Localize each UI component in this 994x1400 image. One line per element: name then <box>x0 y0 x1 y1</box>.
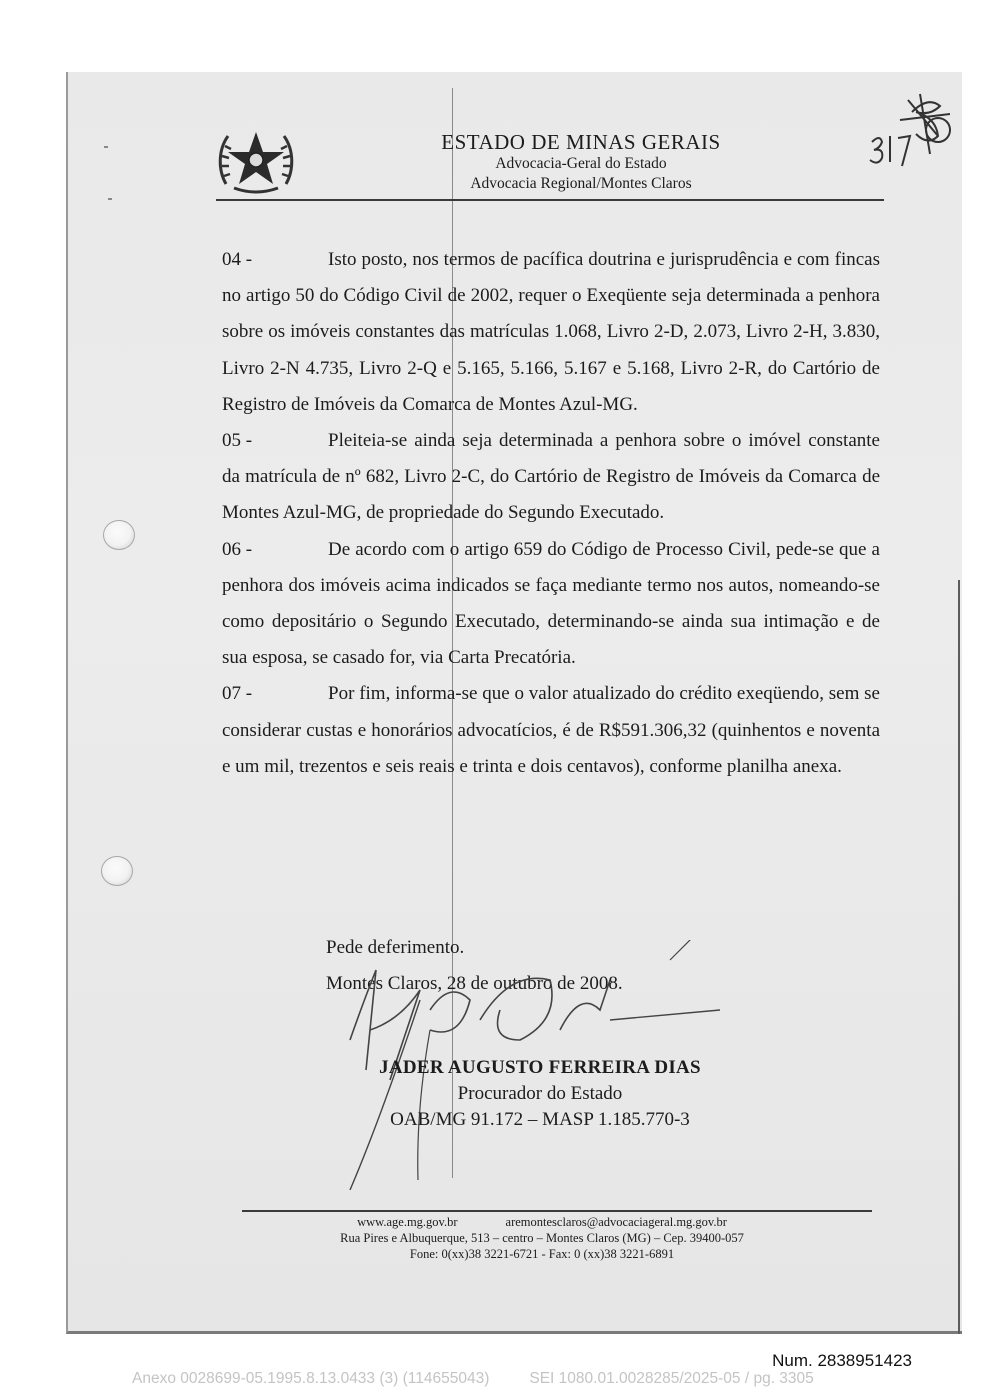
signer-registration: OAB/MG 91.172 – MASP 1.185.770-3 <box>390 1109 690 1130</box>
paragraph-05 <box>222 423 880 532</box>
paragraph-number: 04 - <box>222 249 253 270</box>
document-body <box>222 242 880 785</box>
header-divider <box>216 199 884 201</box>
footer-phone-fax: Fone: 0(xx)38 3221-6721 - Fax: 0 (xx)38 3221-6891 <box>409 1247 675 1261</box>
paragraph-text: Isto posto, nos termos de pacífica doutrina e jurisprudência e com fincas no artigo 50 do Código Civil de 2002, requer o Exeqüente seja determinada a penhora sobre os imóveis constantes das matrículas 1.068, Livro 2-D, 2.073, Livro 2-H, 3.830, Livro 2-N 4.735, Livro 2-Q e 5.165, 5.166, 5.167 e 5.168, Livro 2-R, do Cartório de Registro de Imóveis da Comarca de Montes Azul-MG. <box>222 249 880 415</box>
letterhead <box>216 124 884 202</box>
sei-reference <box>132 1370 814 1388</box>
paragraph-text: Por fim, informa-se que o valor atualizado do crédito exeqüendo, sem se considerar custas e honorários advocatícios, é de R$591.306,32 (quinhentos e noventa e um mil, trezentos e seis reais e trinta e dois centavos), conforme planilha anexa. <box>222 683 880 777</box>
paragraph-text: De acordo com o artigo 659 do Código de Processo Civil, pede-se que a penhora dos imóveis acima indicados se faça mediante termo nos autos, nomeando-se como depositário o Segundo Executado, determinando-se ainda sua intimação e de sua esposa, se casado for, via Carta Precatória. <box>222 538 880 669</box>
scan-speck <box>104 146 108 148</box>
signer-title: Procurador do Estado <box>457 1083 623 1104</box>
punch-hole-bottom <box>101 856 133 886</box>
paragraph-04 <box>222 242 880 423</box>
paragraph-number: 07 - <box>222 683 253 705</box>
signature-block <box>340 1055 740 1133</box>
signer-name: JADER AUGUSTO FERREIRA DIAS <box>379 1057 701 1078</box>
paragraph-06 <box>222 532 880 677</box>
footer-contact-line <box>242 1214 842 1230</box>
scan-speck <box>108 198 112 200</box>
punch-hole-top <box>103 520 135 550</box>
state-name: ESTADO DE MINAS GERAIS <box>441 130 721 154</box>
sei-page: SEI 1080.01.0028285/2025-05 / pg. 3305 <box>529 1370 814 1387</box>
page-edge-shadow <box>958 580 960 1334</box>
paragraph-text: Pleiteia-se ainda seja determinada a penhora sobre o imóvel constante da matrícula de nº 682, Livro 2-C, do Cartório de Registro de Imóveis da Comarca de Montes Azul-MG, de propriedade do Segundo Executado. <box>222 430 880 524</box>
paragraph-07 <box>222 676 880 785</box>
footer-address: Rua Pires e Albuquerque, 513 – centro – Montes Claros (MG) – Cep. 39400-057 <box>340 1231 744 1245</box>
coat-of-arms-icon <box>216 124 296 196</box>
place-date: Montes Claros, 28 de outubro de 2008. <box>326 973 623 994</box>
letterhead-footer <box>242 1214 842 1262</box>
footer-email: aremontesclaros@advocaciageral.mg.gov.br <box>505 1215 727 1229</box>
paragraph-number: 06 - <box>222 538 253 560</box>
annex-reference: Anexo 0028699-05.1995.8.13.0433 (3) (114655043) <box>132 1370 490 1387</box>
document-number: Num. 2838951423 <box>772 1351 912 1370</box>
closing-request: Pede deferimento. <box>326 937 465 958</box>
agency-name: Advocacia-Geral do Estado <box>495 155 667 172</box>
letterhead-text <box>346 130 816 194</box>
paragraph-number: 05 - <box>222 430 253 452</box>
regional-office: Advocacia Regional/Montes Claros <box>470 175 692 192</box>
footer-divider <box>242 1210 872 1212</box>
footer-website: www.age.mg.gov.br <box>357 1215 458 1229</box>
handwritten-page-number <box>860 90 960 180</box>
